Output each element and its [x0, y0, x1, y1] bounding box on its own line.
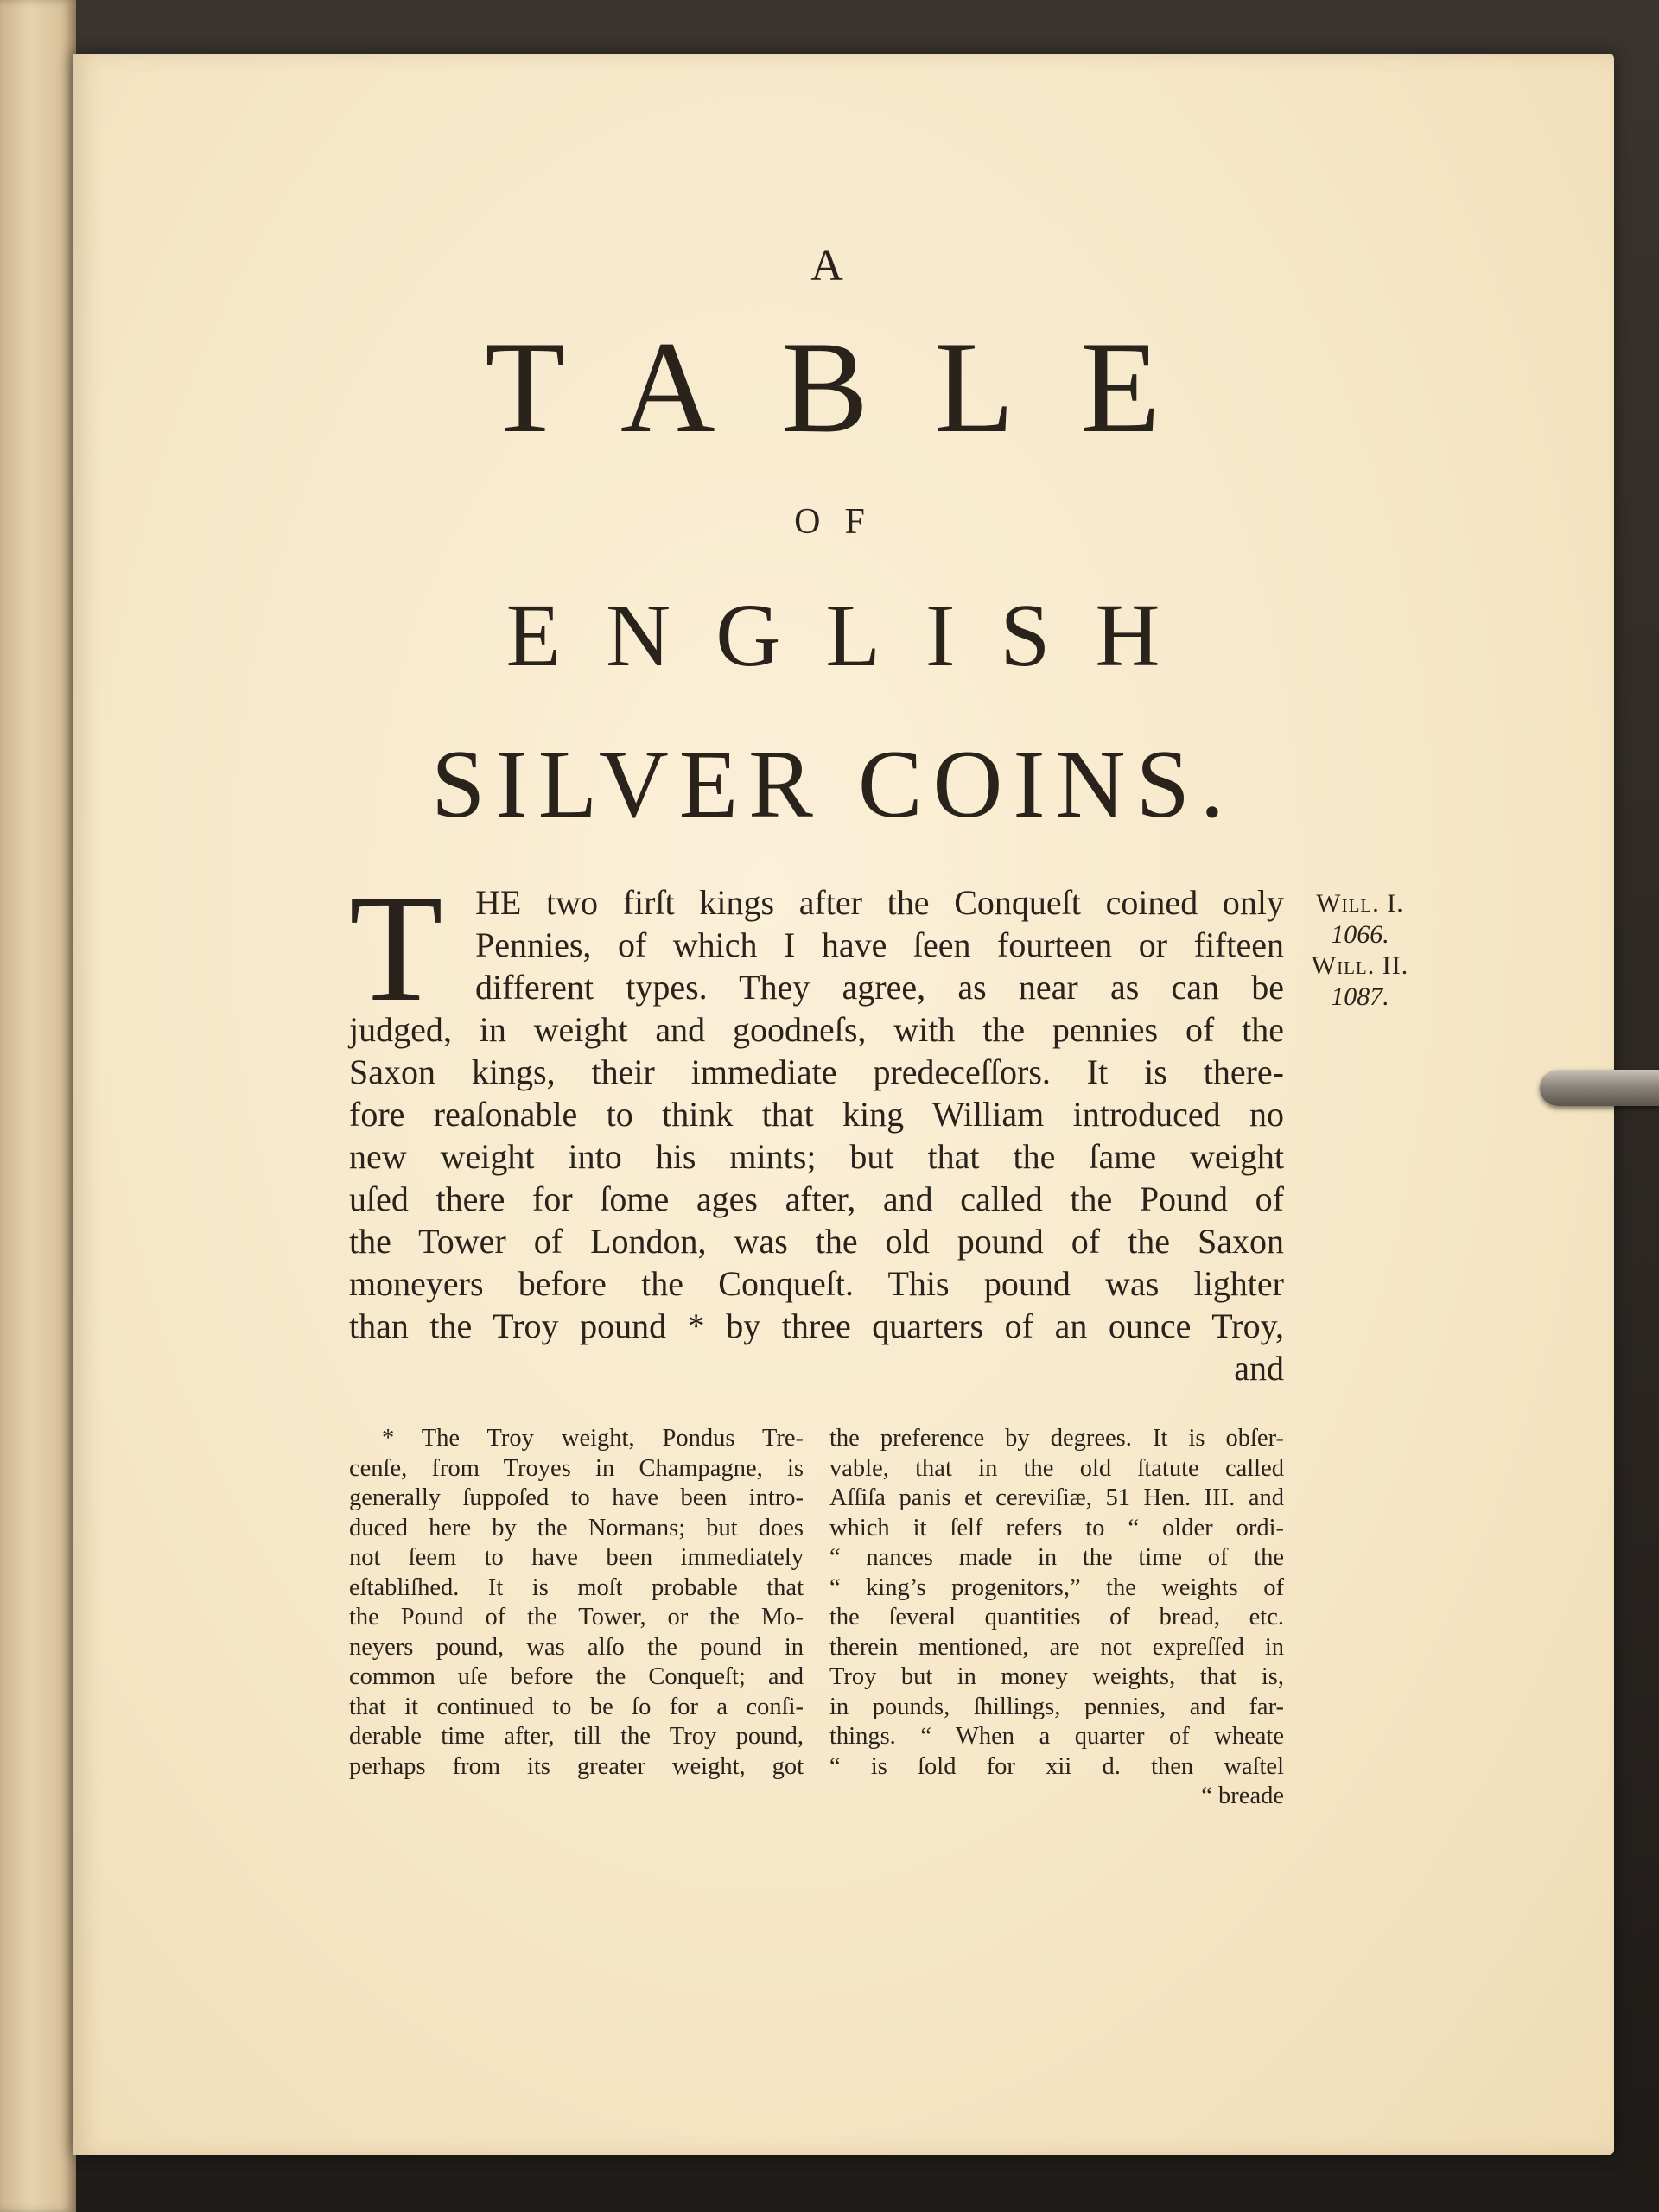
body-line: different types. They agree, as near as can be	[475, 968, 1284, 1007]
title-table: TABLE	[485, 315, 1226, 460]
footnote-line: eſtabliſhed. It is moſt probable that	[349, 1573, 804, 1601]
footnote-line: that it continued to be ſo for a conſi-	[349, 1693, 804, 1720]
body-line: HE two firſt kings after the Conqueſt coined only	[475, 883, 1284, 922]
footnote-line: Aſſiſa panis et cereviſiæ, 51 Hen. III. and	[830, 1484, 1284, 1511]
footnote-column-left	[349, 1424, 804, 1812]
footnote-line: cenſe, from Troyes in Champagne, is	[349, 1454, 804, 1482]
footnote-line: “ breade	[1201, 1783, 1284, 1809]
margin-year: 1066.	[1331, 920, 1389, 949]
body-line: Pennies, of which I have ſeen fourteen or fifteen	[475, 925, 1284, 964]
footnote-line: common uſe before the Conqueſt; and	[349, 1663, 804, 1690]
footnote-line: therein mentioned, are not expreſſed in	[830, 1633, 1284, 1661]
footnotes	[349, 1424, 1284, 1812]
title-article: A	[810, 241, 849, 290]
body-line: uſed there for ſome ages after, and called the Pound of	[349, 1179, 1284, 1218]
footnote-line: vable, that in the old ſtatute called	[830, 1454, 1284, 1482]
drop-cap: T	[349, 862, 443, 1033]
margin-notes	[1291, 888, 1429, 1013]
footnote-line: the ſeveral quantities of bread, etc.	[830, 1604, 1284, 1630]
footnote-line: in pounds, ſhillings, pennies, and far-	[830, 1693, 1284, 1720]
title-of: OF	[794, 502, 889, 542]
pen-tip	[1540, 1070, 1659, 1106]
footnote-line: not ſeem to have been immediately	[349, 1544, 804, 1571]
footnote-line: “ nances made in the time of the	[830, 1544, 1284, 1571]
body-line: and	[1234, 1349, 1284, 1388]
body-line: judged, in weight and goodneſs, with the pennies of the	[349, 1010, 1284, 1049]
footnote-line: neyers pound, was alſo the pound in	[349, 1633, 804, 1661]
footnote-line: the preference by degrees. It is obſer-	[830, 1425, 1284, 1452]
body-line: than the Troy pound * by three quarters of an ounce Troy,	[349, 1306, 1284, 1345]
footnote-line: generally ſuppoſed to have been intro-	[349, 1484, 804, 1511]
body-line: fore reaſonable to think that king William introduced no	[349, 1095, 1284, 1134]
body-line: moneyers before the Conqueſt. This pound was lighter	[349, 1264, 1284, 1303]
footnote-line: things. “ When a quarter of wheate	[830, 1723, 1284, 1750]
body-line: new weight into his mints; but that the ſame weight	[349, 1137, 1284, 1176]
footnote-line: perhaps from its greater weight, got	[349, 1752, 804, 1780]
margin-year: 1087.	[1331, 982, 1389, 1011]
footnote-line: which it ſelf refers to “ older ordi-	[830, 1514, 1284, 1541]
margin-king-name: Will. II.	[1311, 951, 1409, 980]
title-english: ENGLISH	[505, 586, 1205, 685]
footnote-line: Troy but in money weights, that is,	[830, 1663, 1284, 1690]
footnote-line: * The Troy weight, Pondus Tre-	[382, 1425, 804, 1452]
body-paragraph	[349, 862, 1284, 1389]
footnote-line: “ king’s progenitors,” the weights of	[830, 1573, 1284, 1601]
title-silver-coins: SILVER COINS.	[431, 731, 1235, 838]
footnote-line: derable time after, till the Troy pound,	[349, 1723, 804, 1750]
footnote-line: “ is ſold for xii d. then waſtel	[830, 1752, 1284, 1780]
footnote-line: duced here by the Normans; but does	[349, 1514, 804, 1541]
body-line: Saxon kings, their immediate predeceſſors. It is there-	[349, 1052, 1284, 1091]
body-line: the Tower of London, was the old pound of the Saxon	[349, 1222, 1284, 1261]
margin-king-name: Will. I.	[1316, 889, 1404, 918]
footnote-line: the Pound of the Tower, or the Mo-	[349, 1604, 804, 1630]
footnote-column-right	[830, 1424, 1284, 1812]
